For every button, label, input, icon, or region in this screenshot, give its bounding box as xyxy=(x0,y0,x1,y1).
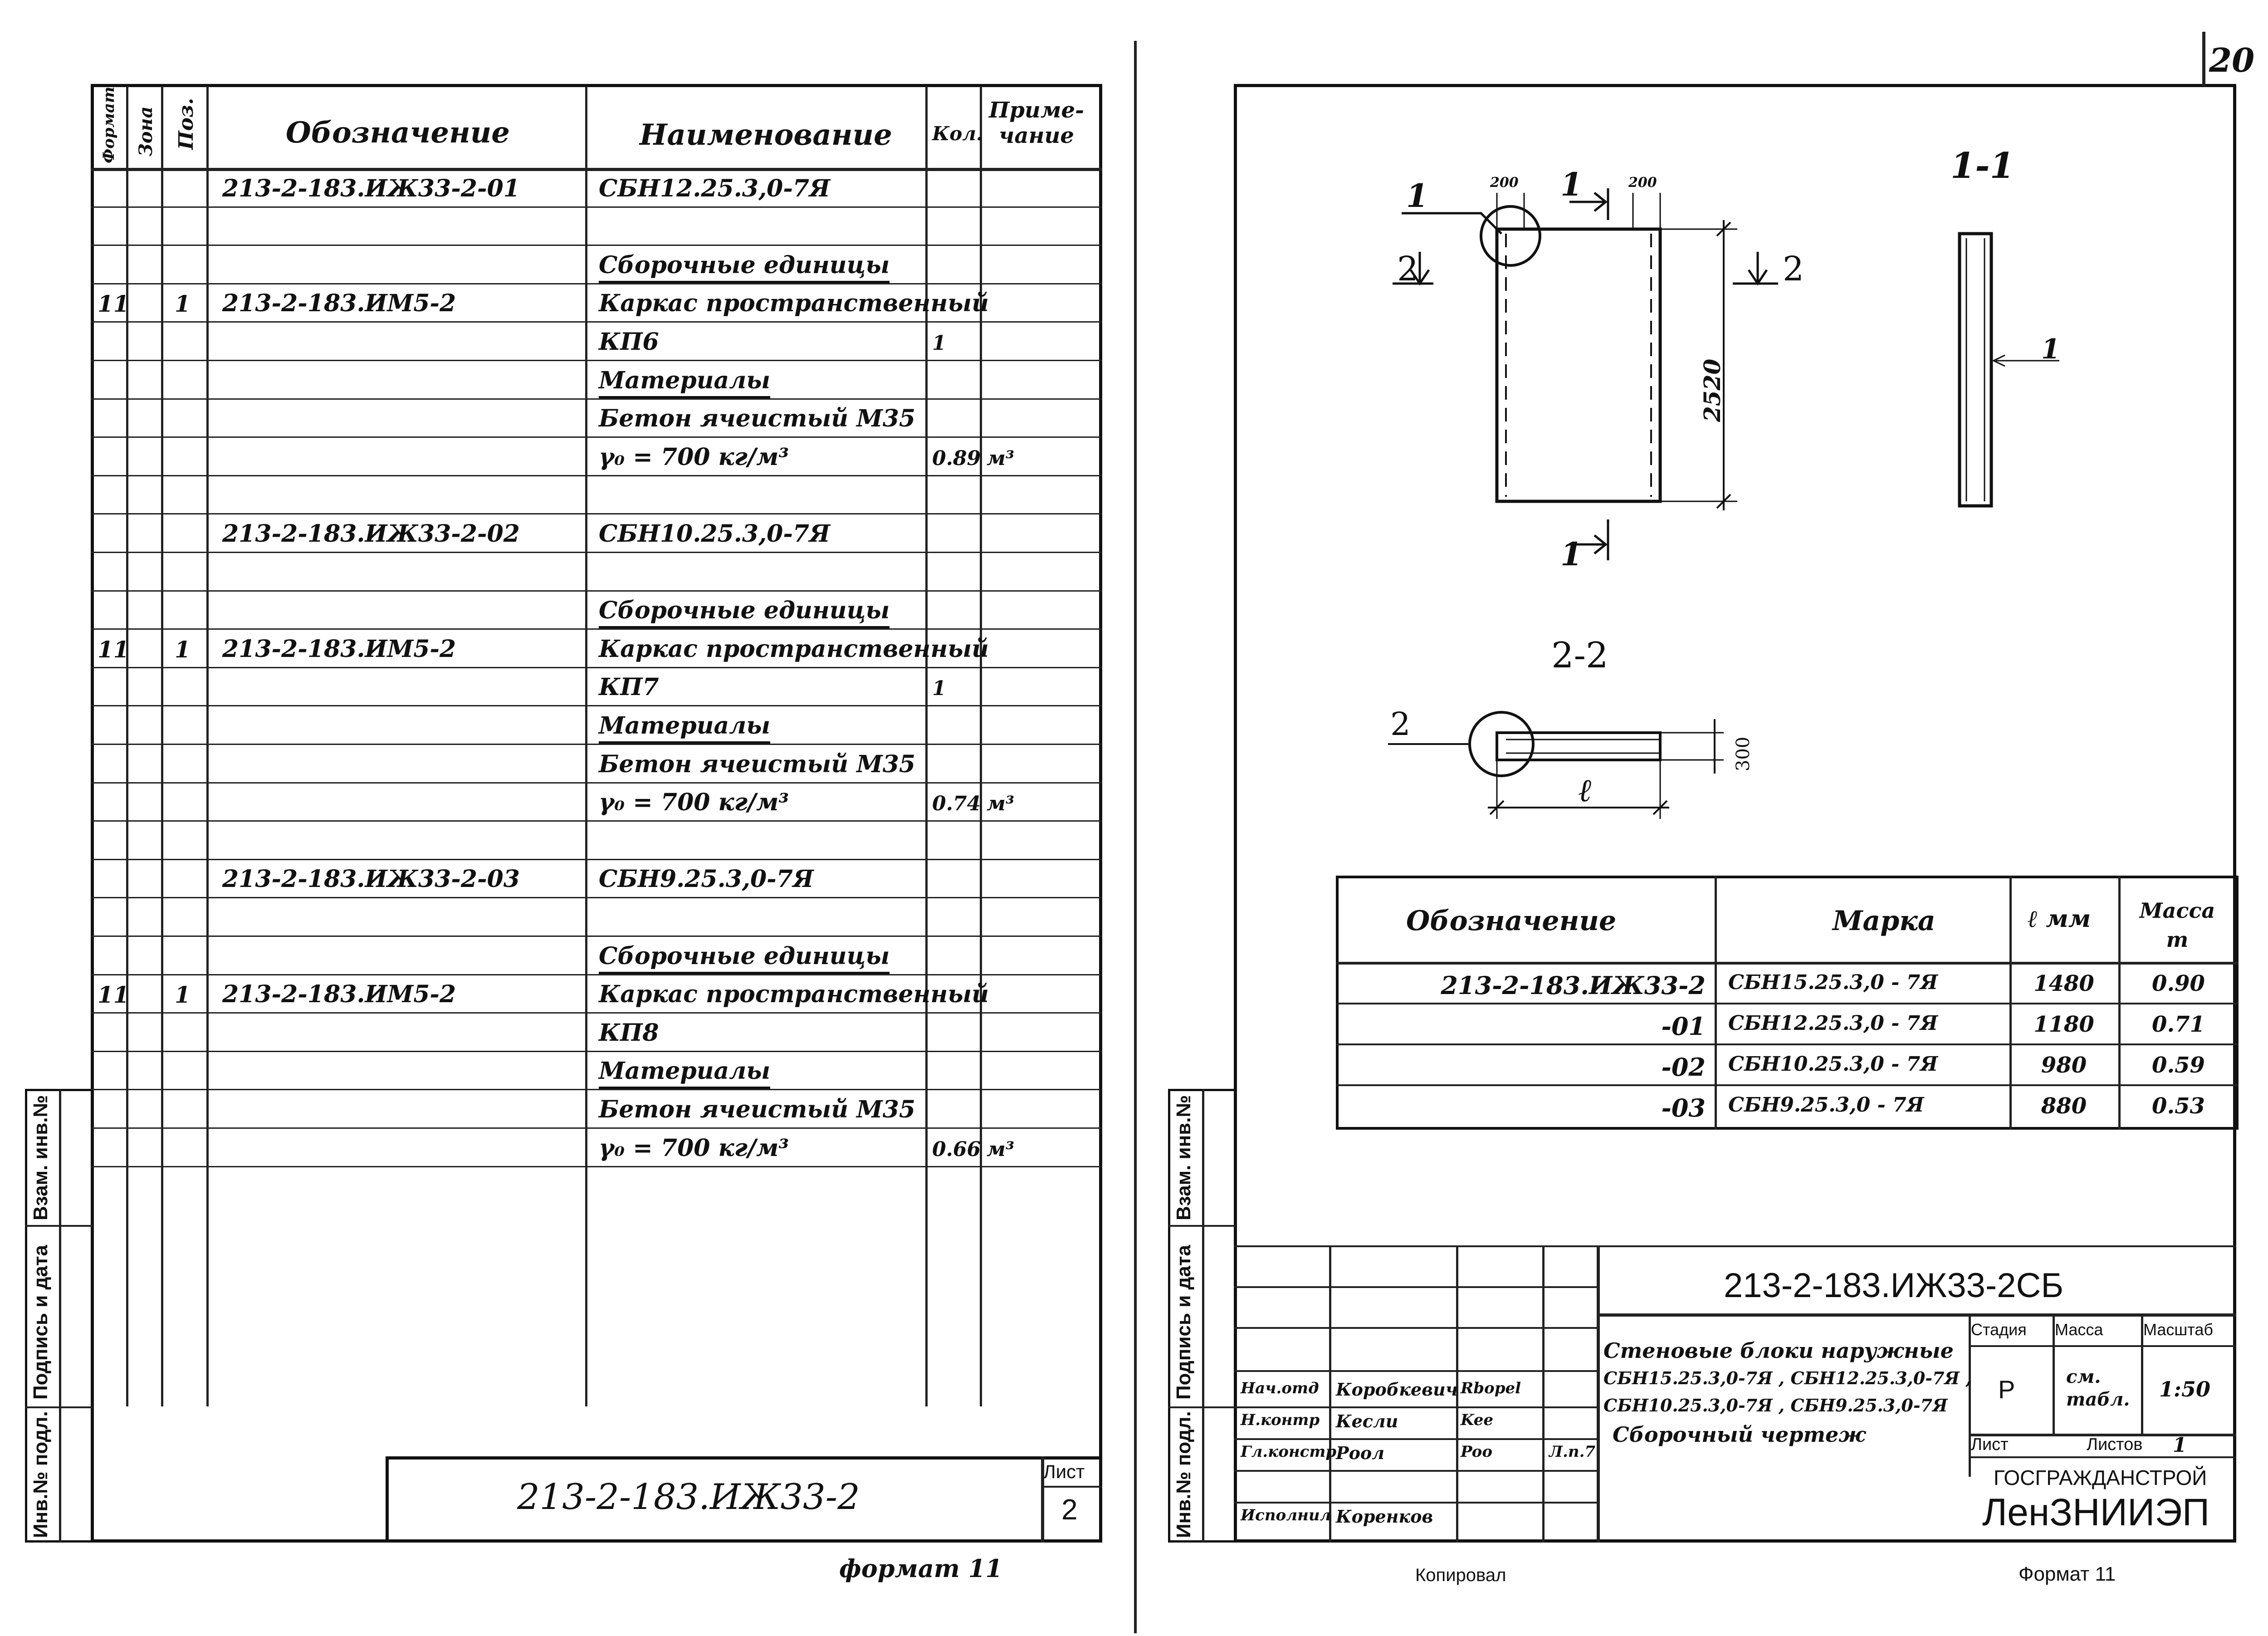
callout-cut2-left: 2 xyxy=(1397,250,1419,289)
row-name: КП7 xyxy=(599,673,659,701)
row-name: Материалы xyxy=(599,1057,770,1089)
row-divider xyxy=(91,667,1102,668)
row-divider xyxy=(91,936,1102,937)
row-divider xyxy=(91,1166,1102,1167)
row-position: 1 xyxy=(175,981,191,1009)
right-side-label-vzam: Взам. инв.№ xyxy=(1173,1095,1195,1220)
callout-pos1-side: 1 xyxy=(2041,333,2060,365)
marks-row-mass: 0.53 xyxy=(2152,1093,2205,1119)
row-divider xyxy=(91,974,1102,975)
row-divider xyxy=(91,590,1102,592)
row-name: Сборочные единицы xyxy=(599,251,890,283)
detail-circle-top xyxy=(1481,206,1540,265)
left-header-zone: Зона xyxy=(135,106,156,157)
marks-row-length: 1180 xyxy=(2033,1012,2094,1037)
row-name: γ₀ = 700 кг/м³ xyxy=(599,789,789,817)
marks-row-designation: 213-2-183.ИЖ33-2 xyxy=(1441,971,1706,1000)
marks-row-mark: СБН9.25.3,0 - 7Я xyxy=(1728,1093,1924,1117)
stage-value: Р xyxy=(1998,1375,2015,1404)
dim-height: 2520 xyxy=(1699,358,1725,422)
row-name: СБН9.25.3,0-7Я xyxy=(599,865,814,893)
row-divider xyxy=(91,321,1102,323)
row-designation: 213-2-183.ИЖ33-2-02 xyxy=(222,520,520,548)
row-divider xyxy=(91,475,1102,476)
marks-header-length: ℓ мм xyxy=(2028,905,2091,933)
row-designation: 213-2-183.ИМ5-2 xyxy=(222,635,456,663)
title-desc-line-1: Стеновые блоки наружные xyxy=(1603,1338,1954,1363)
callout-cut2-right: 2 xyxy=(1783,250,1804,289)
marks-row-mark: СБН10.25.3,0 - 7Я xyxy=(1728,1053,1938,1076)
row-format: 11 xyxy=(98,290,129,318)
row-quantity: 0.66 xyxy=(932,1137,981,1161)
callout-pos1-top: 1 xyxy=(1406,177,1428,215)
marks-header-mass: Масса т xyxy=(2139,898,2215,952)
right-side-label-inv: Инв.№ подл. xyxy=(1173,1411,1195,1538)
marks-row-mark: СБН15.25.3,0 - 7Я xyxy=(1728,971,1938,994)
sheets-value: 1 xyxy=(2173,1434,2187,1457)
signature-name: Роол xyxy=(1336,1443,1385,1463)
row-quantity: 0.74 xyxy=(932,792,981,816)
detail-circle-section xyxy=(1470,712,1533,776)
section-1-1-view xyxy=(1960,234,1991,506)
scale-label: Масштаб xyxy=(2143,1320,2214,1339)
row-note: м³ xyxy=(987,446,1015,470)
row-divider xyxy=(91,1127,1102,1129)
row-designation: 213-2-183.ИМ5-2 xyxy=(222,289,456,318)
left-sheet-number: 2 xyxy=(1061,1493,1078,1526)
row-divider xyxy=(91,398,1102,400)
copied-label: Копировал xyxy=(1415,1565,1506,1585)
marks-row-designation: -02 xyxy=(1661,1053,1706,1082)
title-desc-line-3: СБН10.25.3,0-7Я , СБН9.25.3,0-7Я xyxy=(1603,1395,1948,1416)
row-divider xyxy=(91,283,1102,284)
left-header-note: Приме- чание xyxy=(989,98,1084,148)
row-divider xyxy=(91,360,1102,361)
marks-row-mark: СБН12.25.3,0 - 7Я xyxy=(1728,1012,1938,1035)
signature-name: Коробкевич xyxy=(1336,1379,1458,1400)
row-divider xyxy=(91,782,1102,784)
signature-role: Гл.констр xyxy=(1241,1443,1337,1461)
signature-mark: Л.п.7 xyxy=(1549,1443,1596,1461)
left-side-label-inv: Инв.№ подл. xyxy=(29,1411,52,1538)
callout-cut1-bottom: 1 xyxy=(1560,535,1583,573)
left-header-format: Формат xyxy=(100,86,118,163)
row-name: Бетон ячеистый М35 xyxy=(599,1096,916,1123)
signature-mark: Rbopel xyxy=(1461,1379,1521,1397)
left-header-qty: Кол. xyxy=(932,122,983,145)
row-divider xyxy=(91,1089,1102,1090)
title-block-code: 213-2-183.ИЖ33-2СБ xyxy=(1724,1266,2064,1305)
callout-cut1-top: 1 xyxy=(1560,166,1583,203)
row-divider xyxy=(91,820,1102,822)
row-name: Каркас пространственный xyxy=(599,635,989,663)
right-side-label-sign: Подпись и дата xyxy=(1173,1245,1195,1400)
row-designation: 213-2-183.ИЖ33-2-03 xyxy=(222,865,520,893)
marks-row-designation: -03 xyxy=(1661,1093,1706,1122)
signature-mark: Poo xyxy=(1461,1443,1493,1461)
row-divider xyxy=(91,628,1102,630)
marks-row-mass: 0.71 xyxy=(2152,1012,2205,1037)
row-divider xyxy=(91,436,1102,438)
row-quantity: 1 xyxy=(932,332,946,355)
row-format: 11 xyxy=(98,981,129,1009)
marks-header-mark: Марка xyxy=(1833,905,1936,937)
row-name: КП6 xyxy=(599,328,659,356)
row-format: 11 xyxy=(98,636,129,663)
row-position: 1 xyxy=(175,290,191,318)
mass-value: см. табл. xyxy=(2066,1366,2130,1410)
row-divider xyxy=(91,206,1102,208)
row-quantity: 1 xyxy=(932,677,946,700)
row-name: Материалы xyxy=(599,712,770,744)
title-desc-line-4: Сборочный чертеж xyxy=(1613,1422,1866,1447)
row-divider xyxy=(91,513,1102,514)
row-note: м³ xyxy=(987,1137,1015,1161)
scale-value: 1:50 xyxy=(2159,1377,2211,1401)
dim-thickness: 300 xyxy=(1733,736,1754,771)
title-desc-line-2: СБН15.25.3,0-7Я , СБН12.25.3,0-7Я , xyxy=(1603,1368,1972,1388)
row-name: СБН12.25.3,0-7Я xyxy=(599,174,830,202)
row-name: СБН10.25.3,0-7Я xyxy=(599,520,830,548)
row-divider xyxy=(91,744,1102,745)
row-note: м³ xyxy=(987,792,1015,816)
signature-mark: Kee xyxy=(1461,1411,1494,1429)
left-sheet-label: Лист xyxy=(1043,1461,1085,1482)
org-top: ГОСГРАЖДАНСТРОЙ xyxy=(1994,1466,2207,1489)
signature-name: Кесли xyxy=(1336,1411,1398,1431)
row-name: КП8 xyxy=(599,1019,659,1047)
block-front-view xyxy=(1497,229,1660,501)
marks-row-mass: 0.90 xyxy=(2152,971,2205,996)
row-divider xyxy=(91,1051,1102,1052)
row-name: γ₀ = 700 кг/м³ xyxy=(599,1134,789,1162)
marks-row-length: 980 xyxy=(2041,1053,2087,1078)
left-side-label-sign: Подпись и дата xyxy=(29,1245,52,1400)
row-name: Сборочные единицы xyxy=(599,942,890,974)
right-page-number: 20 xyxy=(2209,41,2255,79)
row-designation: 213-2-183.ИЖ33-2-01 xyxy=(222,174,520,202)
row-divider xyxy=(91,859,1102,860)
left-header-name: Наименование xyxy=(640,118,892,152)
dim-width-left: 200 xyxy=(1490,175,1519,191)
org-bottom: ЛенЗНИИЭП xyxy=(1982,1491,2210,1533)
dim-length: ℓ xyxy=(1579,771,1592,809)
left-format-label: формат 11 xyxy=(839,1554,1002,1583)
signature-role: Нач.отд xyxy=(1241,1379,1319,1397)
row-divider xyxy=(91,1012,1102,1014)
marks-row-length: 880 xyxy=(2041,1093,2087,1119)
right-format-label: Формат 11 xyxy=(2019,1563,2116,1585)
mass-label: Масса xyxy=(2055,1320,2103,1339)
section-1-1-label: 1-1 xyxy=(1950,145,2014,186)
left-header-pos: Поз. xyxy=(175,98,198,150)
row-name: Бетон ячеистый М35 xyxy=(599,750,916,778)
fold-line xyxy=(1134,41,1137,1633)
row-divider xyxy=(91,552,1102,553)
signature-role: Н.контр xyxy=(1241,1411,1320,1429)
sheets-label: Листов xyxy=(2087,1435,2143,1454)
row-name: Каркас пространственный xyxy=(599,980,989,1009)
dim-width-right: 200 xyxy=(1628,175,1657,191)
marks-row-length: 1480 xyxy=(2033,971,2094,996)
stage-label: Стадия xyxy=(1971,1320,2027,1339)
row-divider xyxy=(91,705,1102,706)
marks-row-mass: 0.59 xyxy=(2152,1053,2205,1078)
sheet-label: Лист xyxy=(1971,1435,2009,1454)
row-name: Каркас пространственный xyxy=(599,289,989,318)
signature-name: Коренков xyxy=(1336,1506,1433,1527)
row-divider xyxy=(91,897,1102,898)
section-2-2-view xyxy=(1497,733,1660,760)
marks-header-designation: Обозначение xyxy=(1406,905,1617,937)
row-position: 1 xyxy=(175,636,191,663)
row-divider xyxy=(91,245,1102,246)
left-side-label-vzam: Взам. инв.№ xyxy=(29,1095,52,1220)
left-stamp-code: 213-2-183.ИЖ33-2 xyxy=(517,1477,860,1518)
left-header-designation: Обозначение xyxy=(286,116,510,150)
row-name: Сборочные единицы xyxy=(599,597,890,628)
callout-cut2-section: 2 xyxy=(1390,705,1411,743)
row-name: Бетон ячеистый М35 xyxy=(599,405,916,433)
section-2-2-label: 2-2 xyxy=(1551,635,1608,676)
row-quantity: 0.89 xyxy=(932,446,981,470)
row-name: Материалы xyxy=(599,367,770,398)
marks-row-designation: -01 xyxy=(1661,1012,1706,1041)
row-name: γ₀ = 700 кг/м³ xyxy=(599,443,789,471)
signature-role: Исполнил xyxy=(1241,1506,1331,1524)
row-designation: 213-2-183.ИМ5-2 xyxy=(222,980,456,1009)
